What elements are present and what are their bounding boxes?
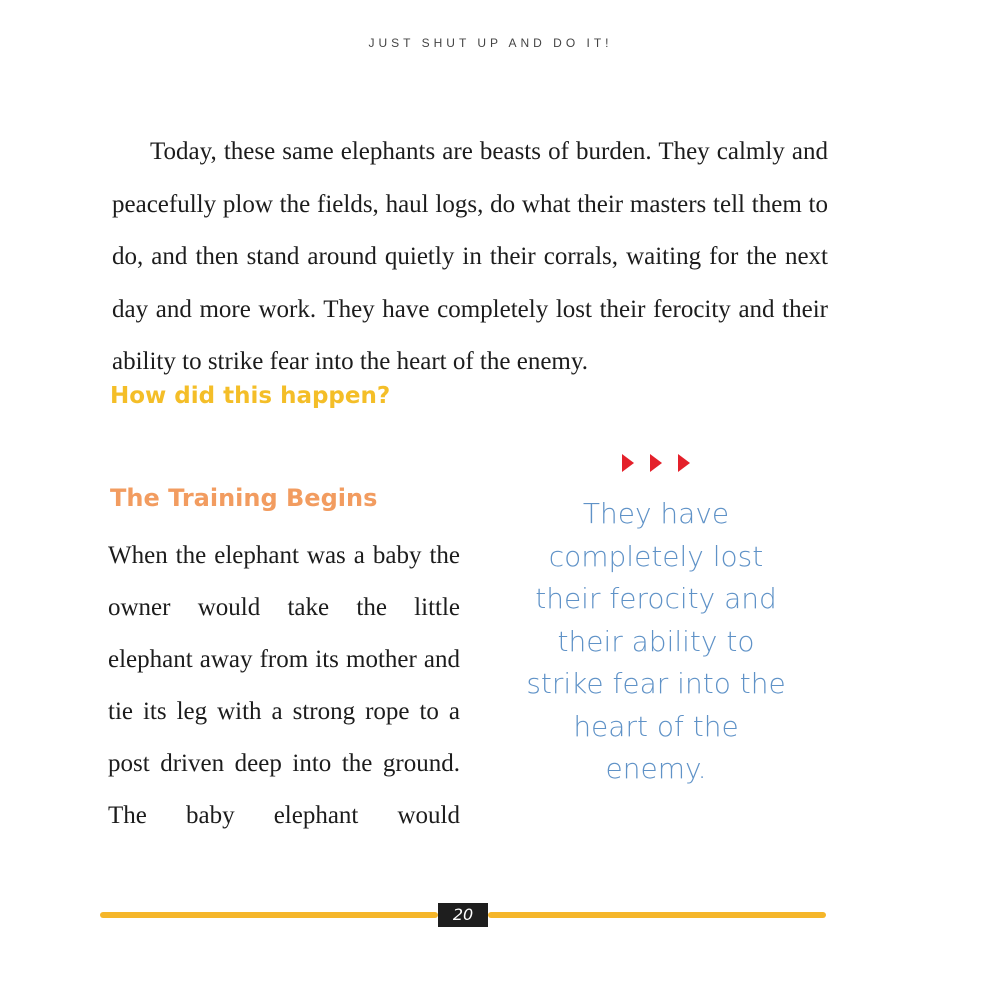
intro-paragraph: Today, these same elephants are beasts of burden. They calmly and peacefully plow the fields, haul logs, do what their masters tell them to do, and then stand around quietly in their corrals, waiting for the next day and more work. They have completely lost their ferocity and their ability to strike fear into the heart of the enemy. <box>112 138 828 375</box>
arrow-icon-2 <box>650 454 662 472</box>
question-heading: How did this happen? <box>110 383 391 409</box>
body-paragraph: When the elephant was a baby the owner would take the little elephant away from its mother and tie its leg with a strong rope to a post driven deep into the ground. The baby elephant would <box>108 542 460 829</box>
section-heading: The Training Begins <box>110 484 378 512</box>
footer-rule-left <box>100 912 438 918</box>
footer-rule-right <box>488 912 826 918</box>
triple-arrow-icon <box>618 452 698 474</box>
page-number: 20 <box>438 903 488 927</box>
arrow-icon-1 <box>622 454 634 472</box>
pull-quote: They have completely lost their ferocity and their ability to strike fear into the heart of the enemy. <box>526 497 786 785</box>
arrow-icon-3 <box>678 454 690 472</box>
running-head: JUST SHUT UP AND DO IT! <box>368 36 613 50</box>
